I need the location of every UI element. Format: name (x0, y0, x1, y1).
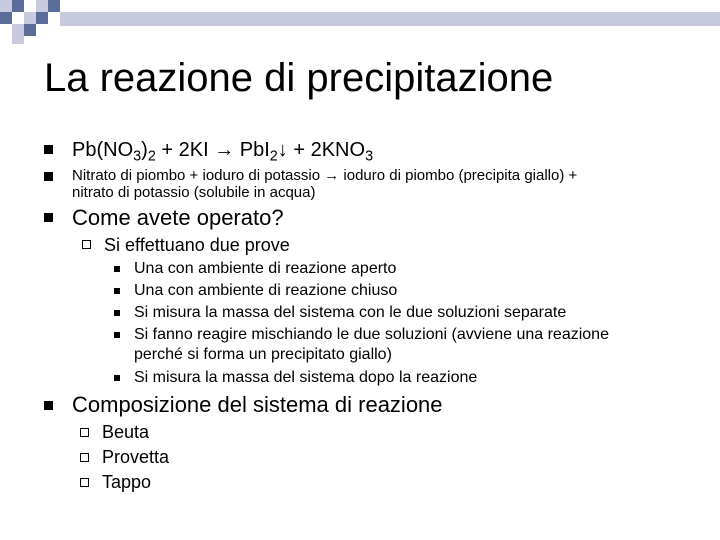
hollow-square-bullet-icon (80, 428, 89, 437)
square-bullet-icon (114, 375, 120, 381)
hollow-square-bullet-icon (80, 453, 89, 462)
description-line-2: nitrato di potassio (solubile in acqua) (72, 184, 316, 201)
deco-square (12, 36, 24, 44)
step-item: Si misura la massa del sistema dopo la reazione (134, 369, 478, 386)
square-bullet-icon (44, 401, 53, 410)
deco-square (36, 12, 48, 24)
deco-square (0, 12, 12, 24)
square-bullet-icon (114, 332, 120, 338)
deco-square (36, 0, 48, 12)
deco-square (0, 0, 12, 12)
operato-heading: Come avete operato? (72, 205, 284, 230)
description-line-1: Nitrato di piombo + ioduro di potassio → ioduro di piombo (precipita giallo) + (72, 167, 578, 184)
hollow-square-bullet-icon (82, 240, 91, 249)
step-item: Una con ambiente di reazione aperto (134, 260, 397, 277)
step-item: Una con ambiente di reazione chiuso (134, 282, 398, 299)
hollow-square-bullet-icon (80, 478, 89, 487)
square-bullet-icon (44, 172, 53, 181)
square-bullet-icon (114, 310, 120, 316)
square-bullet-icon (44, 213, 53, 222)
component-item: Provetta (102, 447, 170, 467)
deco-square (12, 24, 24, 36)
prove-text: Si effettuano due prove (104, 235, 290, 255)
step-item: Si fanno reagire mischiando le due soluzioni (avviene una reazione (134, 326, 609, 343)
composizione-heading: Composizione del sistema di reazione (72, 392, 443, 417)
equation-text: $Pb(NO_3)_2 + 2KI$ → PbI$_2$↓ + $2KNO_3$ (72, 139, 374, 165)
component-item: Beuta (102, 422, 150, 442)
deco-square (12, 0, 24, 12)
square-bullet-icon (114, 288, 120, 294)
deco-square (24, 24, 36, 36)
header-decoration (0, 0, 720, 44)
square-bullet-icon (114, 266, 120, 272)
deco-bar (60, 12, 720, 26)
step-item: Si misura la massa del sistema con le due soluzioni separate (134, 304, 567, 321)
deco-square (24, 12, 36, 24)
slide-title: La reazione di precipitazione (44, 56, 554, 100)
component-item: Tappo (102, 472, 152, 492)
step-item-continuation: perché si forma un precipitato giallo) (134, 346, 392, 363)
square-bullet-icon (44, 145, 53, 154)
deco-square (48, 0, 60, 12)
